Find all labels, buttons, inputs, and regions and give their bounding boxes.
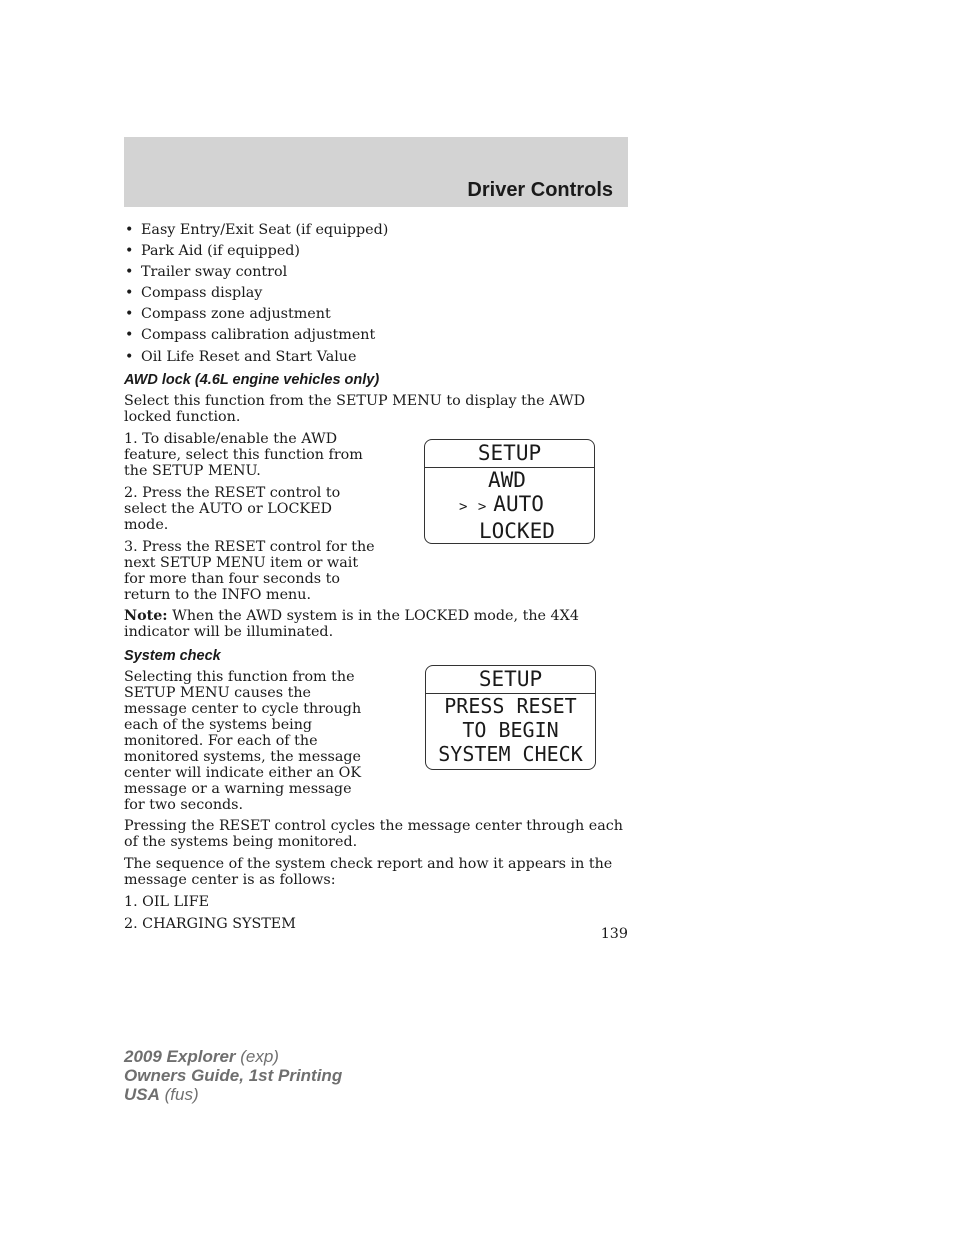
footer-line-1: 2009 Explorer (exp) <box>124 1047 279 1066</box>
bullet-icon: • <box>125 222 134 238</box>
display-line-2: TO BEGIN <box>462 718 559 742</box>
awd-step-3: 3. Press the RESET control for the next SETUP MENU item or wait for more than four seconds to return to the INFO menu. <box>124 538 375 603</box>
awd-step-2: 2. Press the RESET control to select the AUTO or LOCKED mode. <box>124 484 341 533</box>
bullet-icon: • <box>125 285 134 302</box>
system-check-item-1: 1. OIL LIFE <box>124 893 210 910</box>
system-check-heading: System check <box>124 647 221 664</box>
footer <box>124 1047 342 1104</box>
display-title: SETUP <box>426 666 595 694</box>
bullet-icon: • <box>125 327 134 344</box>
system-check-item-2: 2. CHARGING SYSTEM <box>124 915 296 932</box>
display-title: SETUP <box>425 440 594 468</box>
awd-heading: AWD lock (4.6L engine vehicles only) <box>124 371 380 388</box>
awd-display <box>424 439 595 544</box>
page-content <box>124 220 628 938</box>
header-band <box>124 137 628 207</box>
list-item: • Trailer sway control <box>125 264 288 281</box>
display-line-1: PRESS RESET <box>444 694 577 718</box>
feature-list <box>124 220 628 368</box>
awd-note <box>124 608 628 640</box>
display-line-locked: LOCKED <box>479 519 555 543</box>
footer-line-2: Owners Guide, 1st Printing <box>124 1066 343 1085</box>
list-item: • Compass calibration adjustment <box>125 327 376 344</box>
display-line-auto: > > AUTO <box>459 492 544 516</box>
selection-arrow-icon: > > <box>459 499 488 515</box>
list-item: • Compass display <box>125 285 263 302</box>
page-number: 139 <box>600 926 628 942</box>
display-line-3: SYSTEM CHECK <box>438 742 583 766</box>
system-check-intro: Selecting this function from the SETUP MENU causes the message center to cycle through each of the systems being monitored. For each of the monitored systems, the message center will indicate either an OK message or a warning message for two seconds. <box>124 668 362 813</box>
awd-step-1: 1. To disable/enable the AWD feature, select this function from the SETUP MENU. <box>124 430 363 479</box>
system-check-display <box>425 665 596 770</box>
bullet-icon: • <box>125 243 134 260</box>
note-text: When the AWD system is in the LOCKED mode, the 4X4 indicator will be illuminated. <box>124 607 579 640</box>
list-item: • Easy Entry/Exit Seat (if equipped) <box>125 222 389 238</box>
bullet-icon: • <box>125 306 134 323</box>
footer-line-3: USA (fus) <box>124 1085 199 1104</box>
list-item: • Compass zone adjustment <box>125 306 331 323</box>
bullet-icon: • <box>125 348 134 365</box>
system-check-para-2: Pressing the RESET control cycles the message center through each of the systems being monitored. <box>124 817 623 850</box>
list-item: • Oil Life Reset and Start Value <box>125 348 357 365</box>
list-item: • Park Aid (if equipped) <box>125 243 301 260</box>
bullet-icon: • <box>125 264 134 281</box>
system-check-para-3: The sequence of the system check report and how it appears in the message center is as follows: <box>124 855 613 888</box>
awd-intro: Select this function from the SETUP MENU to display the AWD locked function. <box>124 392 586 425</box>
section-title: Driver Controls <box>467 179 613 201</box>
note-label: Note: <box>124 607 168 624</box>
display-line-awd: AWD <box>488 468 526 492</box>
